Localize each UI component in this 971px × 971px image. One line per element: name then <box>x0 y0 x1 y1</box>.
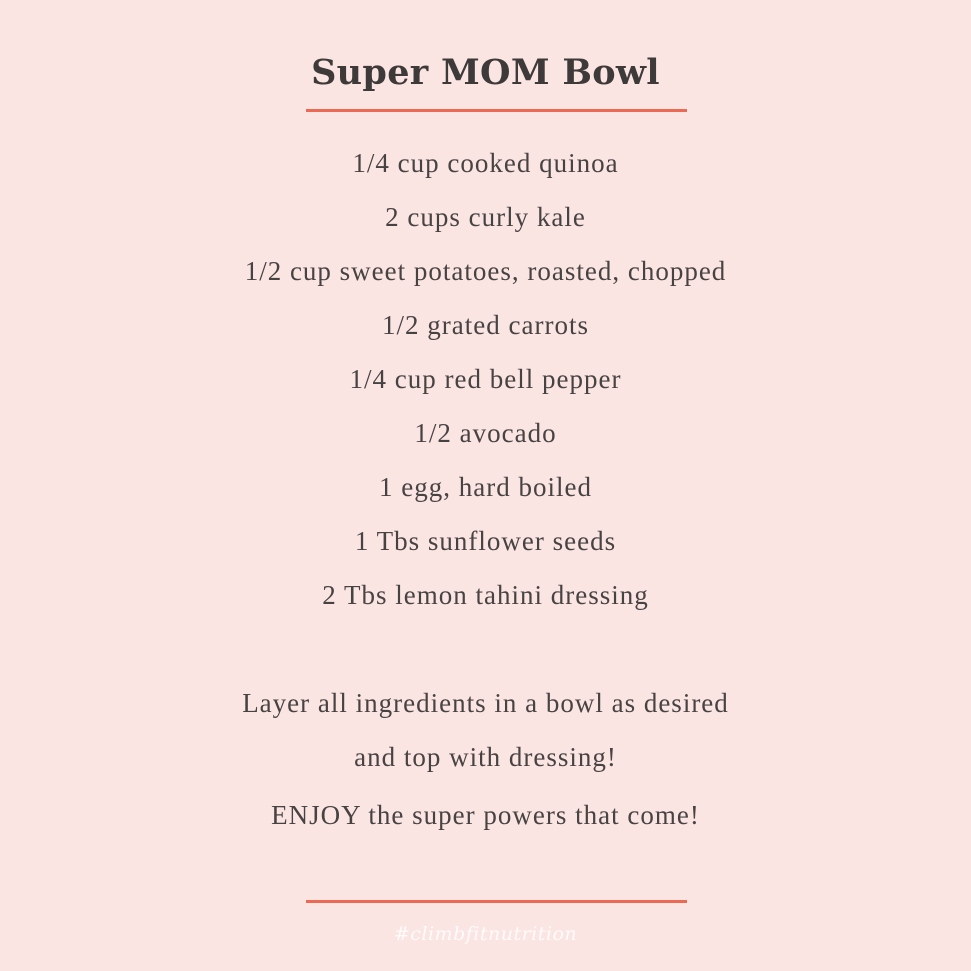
top-divider <box>306 109 687 112</box>
ingredient-item: 1/2 cup sweet potatoes, roasted, chopped <box>244 256 727 286</box>
recipe-title: Super MOM Bowl <box>311 52 660 93</box>
ingredient-item: 1 Tbs sunflower seeds <box>354 526 617 556</box>
instruction-line: and top with dressing! <box>354 742 617 772</box>
ingredient-item: 1/2 avocado <box>414 418 557 448</box>
ingredient-item: 2 Tbs lemon tahini dressing <box>322 580 649 610</box>
enjoy-line: ENJOY the super powers that come! <box>271 800 700 830</box>
instruction-line: Layer all ingredients in a bowl as desired <box>242 688 729 718</box>
ingredient-list <box>0 136 971 622</box>
instructions <box>0 676 971 842</box>
ingredient-item: 1 egg, hard boiled <box>379 472 592 502</box>
ingredient-item: 2 cups curly kale <box>385 202 586 232</box>
ingredient-item: 1/4 cup cooked quinoa <box>352 148 619 178</box>
ingredient-item: 1/2 grated carrots <box>382 310 589 340</box>
hashtag-watermark: #climbfitnutrition <box>393 923 578 945</box>
ingredient-item: 1/4 cup red bell pepper <box>349 364 622 394</box>
bottom-divider <box>306 900 687 903</box>
